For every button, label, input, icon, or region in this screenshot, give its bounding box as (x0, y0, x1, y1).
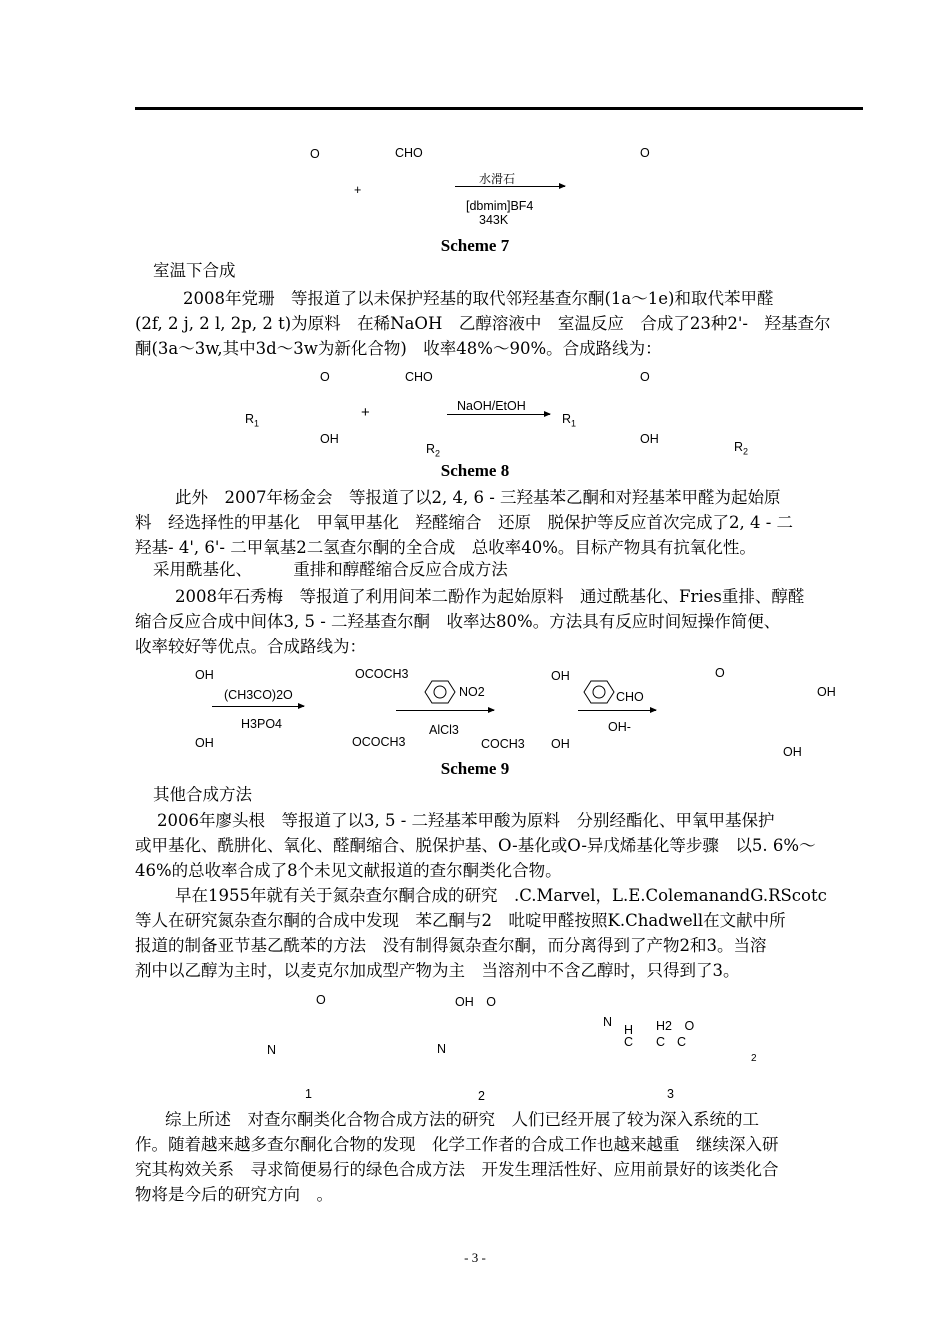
section-heading: 其他合成方法 (153, 785, 252, 804)
reaction-arrow (396, 710, 494, 711)
chem-label: H2 O (656, 1019, 695, 1033)
section-heading: 室温下合成 (153, 261, 236, 280)
reaction-arrow (455, 186, 565, 187)
chem-label: O (640, 370, 650, 384)
chem-label: NO2 (459, 685, 485, 699)
paragraph (135, 584, 861, 659)
text-line: 2006年廖头根 等报道了以3, 5 - 二羟基苯甲酸为原料 分别经酯化、甲氧甲基保护 (157, 811, 775, 830)
text-line: 2008年石秀梅 等报道了利用间苯二酚作为起始原料 通过酰基化、Fries重排、醇醛 (175, 587, 805, 606)
chem-label: 2 (751, 1053, 757, 1064)
text-line: 究其构效关系 寻求简便易行的绿色合成方法 开发生理活性好、应用前景好的该类化合 (135, 1160, 779, 1179)
scheme-caption: Scheme 7 (440, 236, 510, 255)
text-line: 2008年党珊 等报道了以未保护羟基的取代邻羟基查尔酮(1a～1e)和取代苯甲醛 (183, 289, 774, 308)
chem-label: CHO (395, 146, 423, 160)
chem-label: AlCl3 (429, 723, 459, 737)
text-line: 等人在研究氮杂查尔酮的合成中发现 苯乙酮与2 吡啶甲醛按照K.Chadwell在文献中所 (135, 911, 786, 930)
chem-label: N (437, 1042, 447, 1056)
chem-label: + (354, 183, 362, 197)
reaction-arrow (578, 710, 656, 711)
chem-label: OH (551, 669, 570, 683)
chem-label: COCH3 (481, 737, 525, 751)
chem-label: OH (783, 745, 802, 759)
chem-label: N (603, 1015, 613, 1029)
chem-label: 343K (479, 213, 509, 227)
chem-label: H (624, 1023, 634, 1037)
text-line: 物将是今后的研究方向 。 (135, 1185, 333, 1204)
text-line: 或甲基化、酰肼化、氧化、醛酮缩合、脱保护基、O-基化或O-异戊烯基化等步骤 以5. 6%～ (135, 836, 816, 855)
chem-label: OH (195, 668, 214, 682)
chem-label: $R_2$ (426, 442, 441, 459)
chem-label: C (677, 1035, 687, 1049)
text-line: 综上所述 对查尔酮类化合物合成方法的研究 人们已经开展了较为深入系统的工 (165, 1110, 759, 1129)
chem-label: N (267, 1043, 277, 1057)
compound-number: 3 (667, 1087, 674, 1101)
chem-label: OH (195, 736, 214, 750)
chem-label: OH- (608, 720, 631, 734)
page-number: - 3 - (464, 1250, 486, 1265)
text-line: 报道的制备亚节基乙酰苯的方法 没有制得氮杂查尔酮，而分离得到了产物2和3。当溶 (135, 936, 767, 955)
text-line: 酮(3a～3w,其中3d～3w为新化合物) 收率48%～90%。合成路线为： (135, 339, 662, 358)
chem-label: [dbmim]BF4 (466, 199, 534, 213)
chem-label: O (316, 993, 326, 1007)
chem-label: OCOCH3 (352, 735, 406, 749)
chem-label: 水滑石 (479, 172, 516, 186)
text-line: 羟基- 4', 6'- 二甲氧基2二氢查尔酮的全合成 总收率40%。目标产物具有抗氧化性。 (135, 538, 756, 557)
scheme-caption: Scheme 8 (440, 461, 510, 480)
header-rule (135, 107, 863, 110)
chem-label: $R_1$ (562, 412, 577, 429)
reaction-arrow (212, 706, 304, 707)
chem-label: C (656, 1035, 666, 1049)
chem-label: OH O (455, 995, 496, 1009)
paragraph (135, 1107, 861, 1207)
compound-number: 1 (305, 1087, 312, 1101)
chem-label: C (624, 1035, 634, 1049)
text-line: 46%的总收率合成了8个未见文献报道的查尔酮类化合物。 (135, 861, 562, 880)
section-heading: 采用酰基化、 重排和醇醛缩合反应合成方法 (153, 560, 508, 579)
text-line: 缩合反应合成中间体3, 5 - 二羟基查尔酮 收率达80%。方法具有反应时间短操作简便、 (135, 612, 781, 631)
chem-label: CHO (616, 690, 644, 704)
chem-label: CHO (405, 370, 433, 384)
chem-label: O (310, 147, 320, 161)
text-line: 作。随着越来越多查尔酮化合物的发现 化学工作者的合成工作也越来越重 继续深入研 (135, 1135, 779, 1154)
chem-label: $R_1$ (245, 412, 260, 429)
benzene-ring-icon (583, 680, 615, 704)
chem-label: OH (551, 737, 570, 751)
text-line: 收率较好等优点。合成路线为： (135, 637, 366, 656)
chem-label: O (640, 146, 650, 160)
chem-label: OH (320, 432, 339, 446)
text-line: 剂中以乙醇为主时，以麦克尔加成型产物为主 当溶剂中不含乙醇时，只得到了3。 (135, 961, 740, 980)
chem-label: O (320, 370, 330, 384)
chem-label: $R_2$ (734, 440, 749, 457)
chem-label: H3PO4 (241, 717, 282, 731)
chem-label: OH (640, 432, 659, 446)
compound-number: 2 (478, 1089, 485, 1103)
benzene-ring-icon (424, 680, 456, 704)
reaction-arrow (447, 414, 550, 415)
chem-label: O (715, 666, 725, 680)
chem-label: NaOH/EtOH (457, 399, 526, 413)
paragraph (135, 485, 861, 560)
text-line: 料 经选择性的甲基化 甲氧甲基化 羟醛缩合 还原 脱保护等反应首次完成了2, 4 - 二 (135, 513, 794, 532)
chem-label: (CH3CO)2O (224, 688, 293, 702)
chem-label: OCOCH3 (355, 667, 409, 681)
scheme-caption: Scheme 9 (440, 759, 510, 778)
paragraph (135, 286, 861, 361)
chem-label: OH (817, 685, 836, 699)
text-line: (2f, 2 j, 2 l, 2p, 2 t)为原料 在稀NaOH 乙醇溶液中 室温反应 合成了23种2'- 羟基查尔 (135, 314, 831, 333)
chem-label: + (361, 404, 370, 421)
paragraph (135, 808, 861, 983)
text-line: 此外 2007年杨金会 等报道了以2, 4, 6 - 三羟基苯乙酮和对羟基苯甲醛为起始原 (175, 488, 781, 507)
text-line: 早在1955年就有关于氮杂查尔酮合成的研究 .C.Marvel，L.E.ColemanandG.RScotc (175, 886, 827, 905)
